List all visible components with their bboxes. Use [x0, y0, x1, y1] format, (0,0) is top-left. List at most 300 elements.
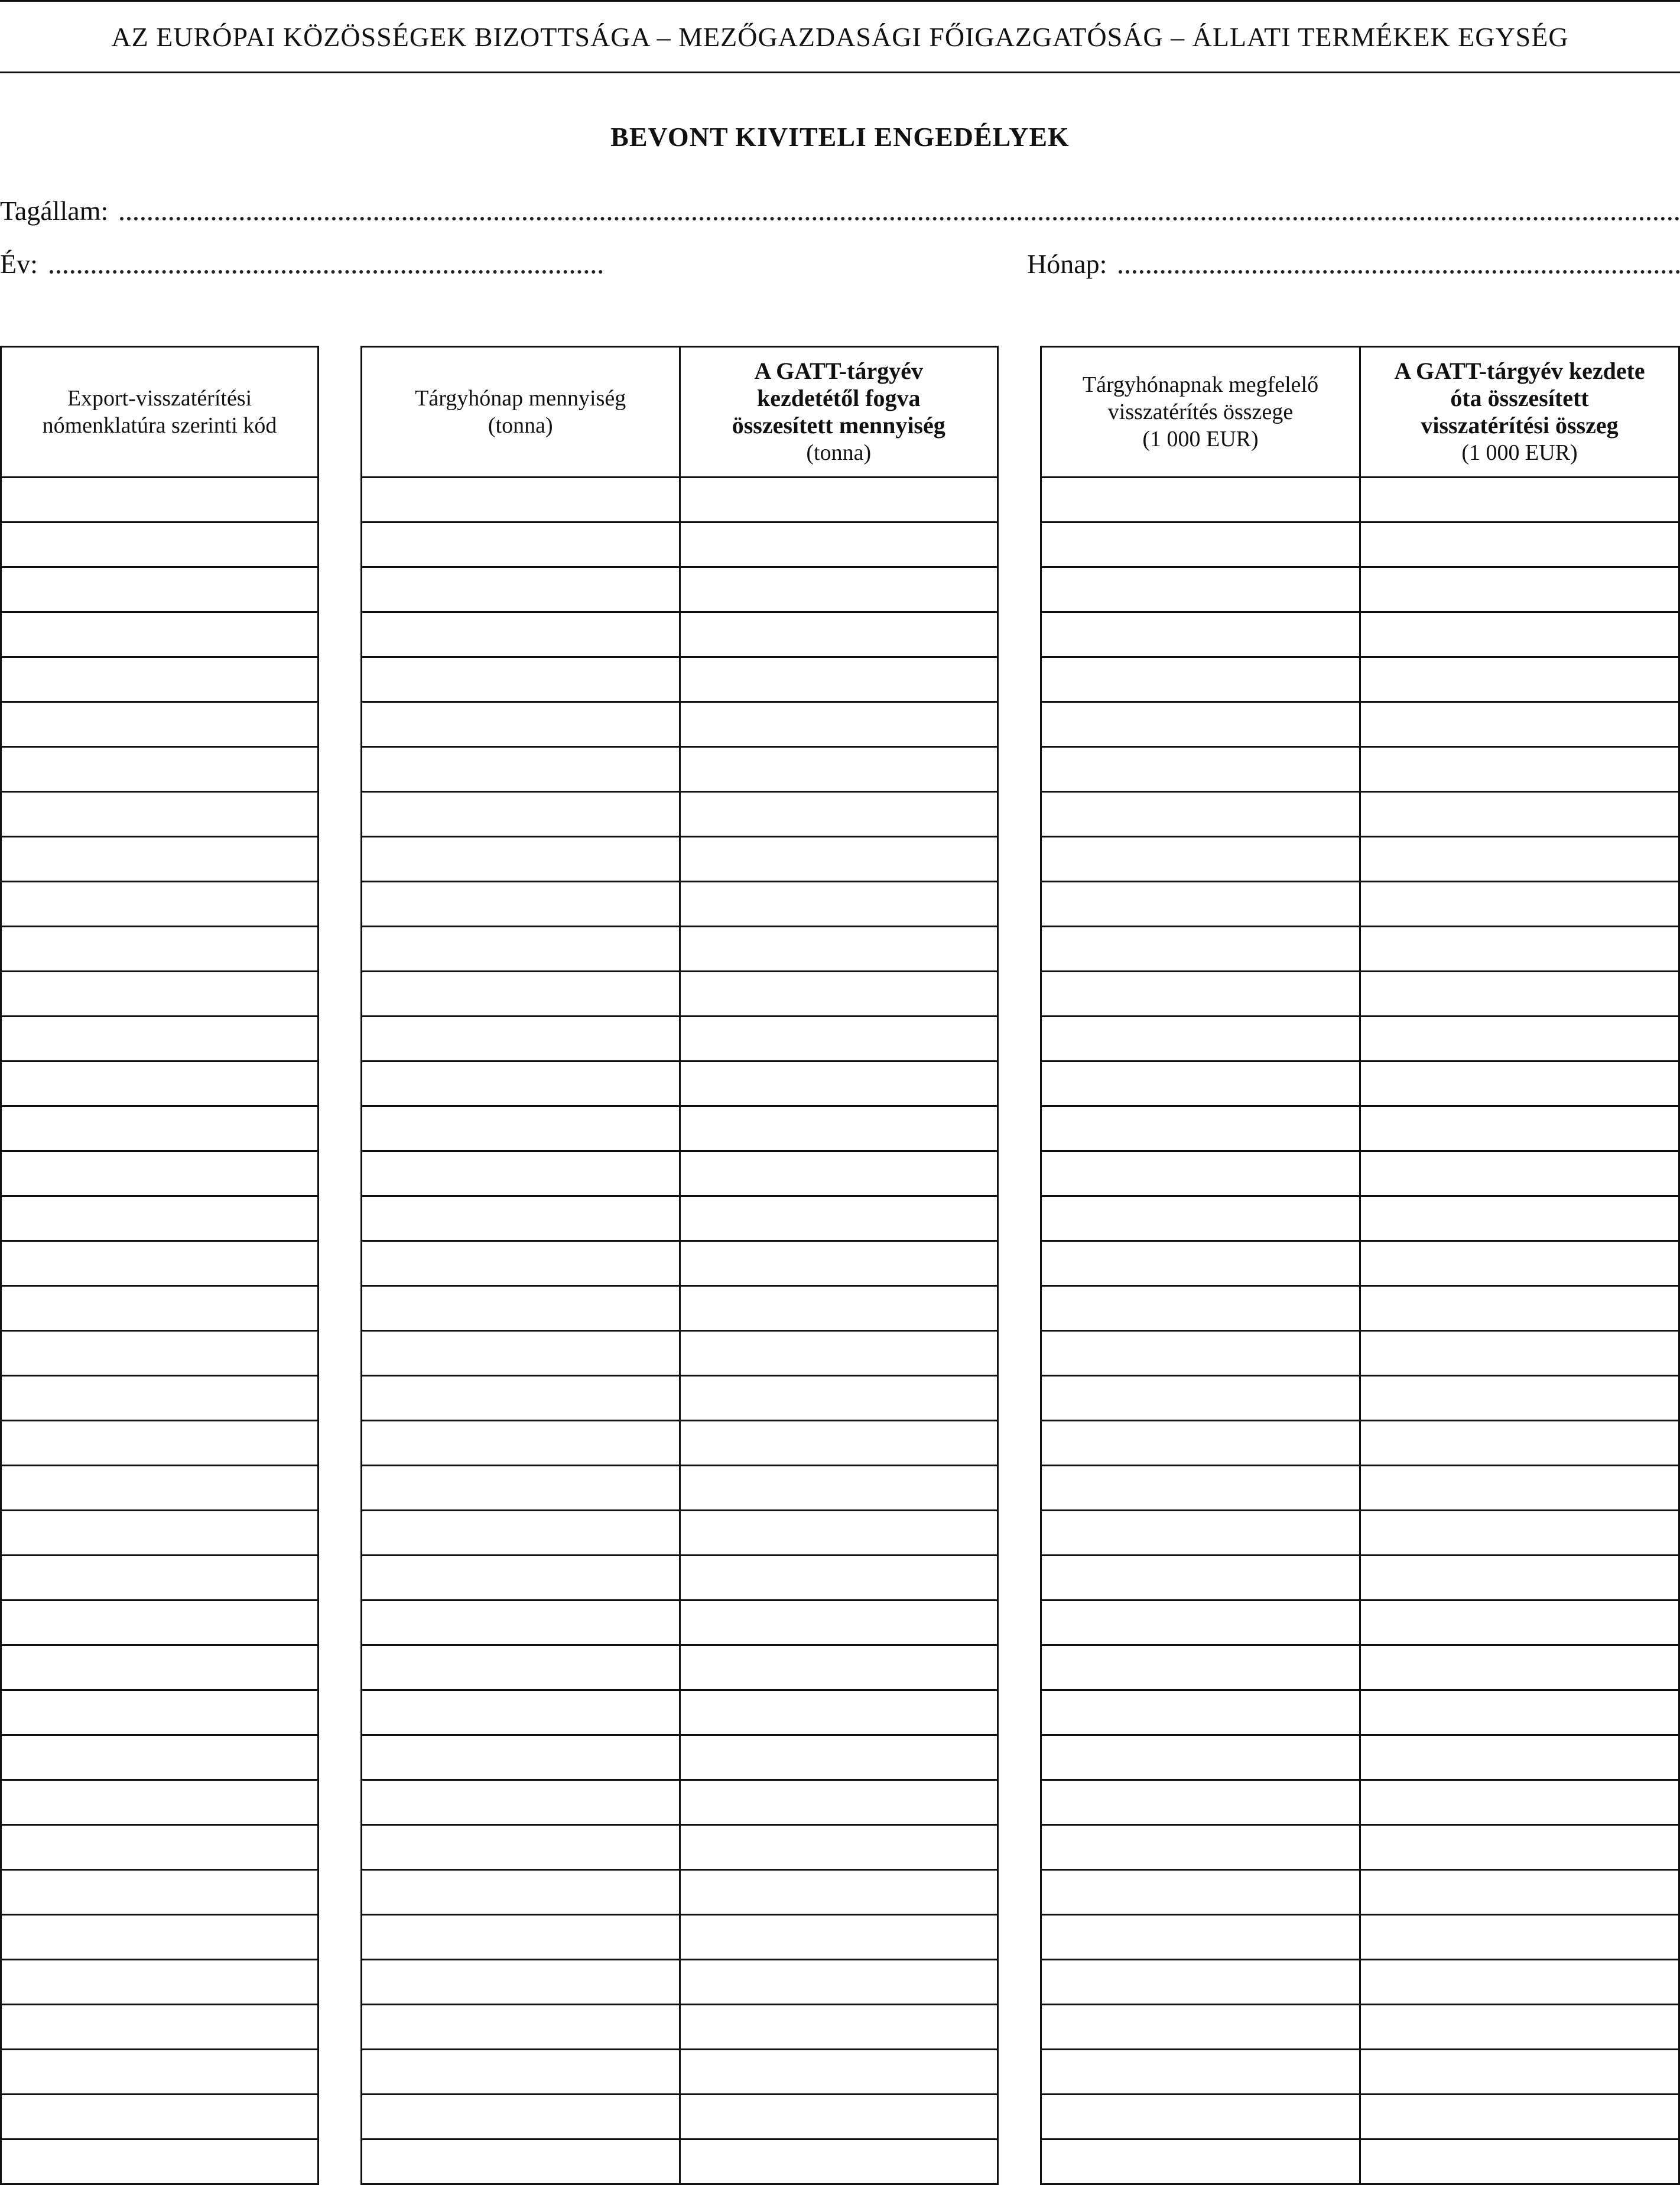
empty-cell[interactable] — [362, 1870, 680, 1915]
empty-cell[interactable] — [1, 1780, 319, 1825]
table-row — [1, 882, 319, 927]
empty-cell[interactable] — [1360, 972, 1679, 1017]
empty-cell[interactable] — [1, 972, 319, 1017]
table-row — [1041, 1421, 1679, 1466]
empty-cell[interactable] — [680, 1870, 998, 1915]
header-line: visszatérítési összeg — [1421, 412, 1619, 439]
honap-blank[interactable] — [1119, 270, 1680, 274]
table-row — [362, 1556, 998, 1600]
empty-cell[interactable] — [1041, 1106, 1360, 1151]
empty-cell[interactable] — [1, 792, 319, 837]
table-row — [1041, 1556, 1679, 1600]
ev-label: Év: — [0, 249, 38, 279]
empty-cell[interactable] — [1041, 972, 1360, 1017]
table-row — [1, 1780, 319, 1825]
empty-cell[interactable] — [1041, 1600, 1360, 1645]
empty-cell[interactable] — [1, 522, 319, 567]
table-row — [362, 1915, 998, 1960]
empty-cell[interactable] — [1, 1286, 319, 1331]
empty-cell[interactable] — [680, 1241, 998, 1286]
table-row — [1041, 567, 1679, 612]
empty-cell[interactable] — [1, 1466, 319, 1511]
header-line: (1 000 EUR) — [1142, 427, 1259, 452]
empty-cell[interactable] — [680, 1196, 998, 1241]
header-line: összesített mennyiség — [732, 412, 945, 439]
empty-cell[interactable] — [1, 1421, 319, 1466]
empty-cell[interactable] — [362, 972, 680, 1017]
empty-cell[interactable] — [680, 927, 998, 972]
empty-cell[interactable] — [1041, 1331, 1360, 1376]
table-row — [1041, 1331, 1679, 1376]
empty-cell[interactable] — [680, 1556, 998, 1600]
empty-cell[interactable] — [1360, 702, 1679, 747]
refund-body — [1041, 478, 1679, 2184]
commission-header — [0, 0, 1680, 73]
empty-cell[interactable] — [1041, 2139, 1360, 2184]
empty-cell[interactable] — [1, 1735, 319, 1780]
table-row — [362, 1151, 998, 1196]
empty-cell[interactable] — [1041, 1286, 1360, 1331]
empty-cell[interactable] — [680, 2139, 998, 2184]
table-row — [362, 702, 998, 747]
empty-cell[interactable] — [1, 612, 319, 657]
empty-cell[interactable] — [1, 1376, 319, 1421]
empty-cell[interactable] — [1041, 792, 1360, 837]
empty-cell[interactable] — [362, 1017, 680, 1061]
table-row — [362, 1017, 998, 1061]
empty-cell[interactable] — [1, 657, 319, 702]
table-row — [362, 2095, 998, 2139]
empty-cell[interactable] — [362, 2050, 680, 2095]
table-row — [1041, 2095, 1679, 2139]
empty-cell[interactable] — [1360, 1421, 1679, 1466]
empty-cell[interactable] — [362, 567, 680, 612]
table-row — [1, 1421, 319, 1466]
header-month-quantity — [362, 347, 680, 478]
empty-cell[interactable] — [680, 1960, 998, 2005]
table-row — [362, 1106, 998, 1151]
empty-cell[interactable] — [1041, 1241, 1360, 1286]
empty-cell[interactable] — [1360, 1061, 1679, 1106]
empty-cell[interactable] — [1360, 1780, 1679, 1825]
empty-cell[interactable] — [680, 2005, 998, 2050]
empty-cell[interactable] — [1, 2005, 319, 2050]
empty-cell[interactable] — [1, 1331, 319, 1376]
empty-cell[interactable] — [362, 1106, 680, 1151]
quantity-table — [360, 346, 999, 2126]
table-row — [1, 1870, 319, 1915]
table-row — [1041, 1196, 1679, 1241]
empty-cell[interactable] — [362, 1780, 680, 1825]
header-export-code — [1, 347, 319, 478]
empty-cell[interactable] — [1360, 1690, 1679, 1735]
table-row — [362, 972, 998, 1017]
empty-cell[interactable] — [1, 2050, 319, 2095]
empty-cell[interactable] — [1041, 567, 1360, 612]
empty-cell[interactable] — [1, 837, 319, 882]
empty-cell[interactable] — [1041, 1017, 1360, 1061]
empty-cell[interactable] — [362, 1151, 680, 1196]
table-row — [1041, 478, 1679, 522]
empty-cell[interactable] — [1, 1151, 319, 1196]
table-row — [1, 1690, 319, 1735]
empty-cell[interactable] — [362, 1825, 680, 1870]
empty-cell[interactable] — [1360, 522, 1679, 567]
table-row — [1041, 1017, 1679, 1061]
table-row — [362, 612, 998, 657]
empty-cell[interactable] — [1041, 1466, 1360, 1511]
table-row — [1041, 1376, 1679, 1421]
empty-cell[interactable] — [1, 2095, 319, 2139]
empty-cell[interactable] — [680, 1421, 998, 1466]
header-line: (tonna) — [806, 440, 872, 465]
document-title: BEVONT KIVITELI ENGEDÉLYEK — [610, 122, 1070, 152]
empty-cell[interactable] — [362, 1600, 680, 1645]
empty-cell[interactable] — [362, 2139, 680, 2184]
empty-cell[interactable] — [1041, 837, 1360, 882]
table-row — [362, 1960, 998, 2005]
empty-cell[interactable] — [1, 1870, 319, 1915]
empty-cell[interactable] — [1360, 1915, 1679, 1960]
empty-cell[interactable] — [1, 1061, 319, 1106]
table-row — [362, 2005, 998, 2050]
table-row — [1, 1061, 319, 1106]
table-row — [1041, 1780, 1679, 1825]
empty-cell[interactable] — [1360, 1151, 1679, 1196]
empty-cell[interactable] — [1360, 1825, 1679, 1870]
empty-cell[interactable] — [362, 522, 680, 567]
empty-cell[interactable] — [1, 1511, 319, 1556]
table-row — [1041, 747, 1679, 792]
table-row — [362, 1421, 998, 1466]
empty-cell[interactable] — [1041, 2095, 1360, 2139]
table-row — [362, 1331, 998, 1376]
table-row — [1, 2050, 319, 2095]
empty-cell[interactable] — [1360, 567, 1679, 612]
empty-cell[interactable] — [680, 522, 998, 567]
empty-cell[interactable] — [1360, 2095, 1679, 2139]
empty-cell[interactable] — [1041, 2005, 1360, 2050]
empty-cell[interactable] — [1041, 1061, 1360, 1106]
empty-cell[interactable] — [680, 1780, 998, 1825]
table-row — [1, 1151, 319, 1196]
empty-cell[interactable] — [1360, 1645, 1679, 1690]
header-line: Tárgyhónap mennyiség — [415, 386, 626, 411]
empty-cell[interactable] — [362, 2005, 680, 2050]
table-row — [362, 2139, 998, 2184]
table-row — [1, 1600, 319, 1645]
empty-cell[interactable] — [1360, 1466, 1679, 1511]
empty-cell[interactable] — [1, 702, 319, 747]
table-row — [1, 2095, 319, 2139]
table-row — [1, 702, 319, 747]
table-row — [362, 1061, 998, 1106]
empty-cell[interactable] — [1041, 702, 1360, 747]
empty-cell[interactable] — [1041, 657, 1360, 702]
empty-cell[interactable] — [1, 1600, 319, 1645]
empty-cell[interactable] — [680, 702, 998, 747]
refund-table — [1040, 346, 1680, 2126]
empty-cell[interactable] — [1, 567, 319, 612]
empty-cell[interactable] — [680, 1286, 998, 1331]
empty-cell[interactable] — [680, 478, 998, 522]
table-row — [362, 522, 998, 567]
empty-cell[interactable] — [1360, 927, 1679, 972]
table-row — [1, 837, 319, 882]
empty-cell[interactable] — [1041, 612, 1360, 657]
empty-cell[interactable] — [1041, 882, 1360, 927]
empty-cell[interactable] — [1041, 1690, 1360, 1735]
table-row — [362, 1690, 998, 1735]
empty-cell[interactable] — [1041, 1735, 1360, 1780]
table-row — [1, 1511, 319, 1556]
empty-cell[interactable] — [680, 792, 998, 837]
empty-cell[interactable] — [1360, 1511, 1679, 1556]
table-row — [1, 1196, 319, 1241]
empty-cell[interactable] — [1360, 1556, 1679, 1600]
table-row — [1041, 1600, 1679, 1645]
empty-cell[interactable] — [1360, 792, 1679, 837]
table-row — [1, 792, 319, 837]
empty-cell[interactable] — [1360, 657, 1679, 702]
empty-cell[interactable] — [1041, 1960, 1360, 2005]
empty-cell[interactable] — [1041, 1376, 1360, 1421]
empty-cell[interactable] — [680, 1151, 998, 1196]
table-row — [362, 567, 998, 612]
table-row — [362, 837, 998, 882]
table-row — [362, 1735, 998, 1780]
empty-cell[interactable] — [680, 837, 998, 882]
empty-cell[interactable] — [680, 2095, 998, 2139]
table-row — [1041, 1690, 1679, 1735]
empty-cell[interactable] — [1041, 1421, 1360, 1466]
table-row — [1, 2139, 319, 2184]
empty-cell[interactable] — [1041, 927, 1360, 972]
empty-cell[interactable] — [680, 972, 998, 1017]
empty-cell[interactable] — [680, 1017, 998, 1061]
empty-cell[interactable] — [362, 702, 680, 747]
table-row — [1041, 1915, 1679, 1960]
table-row — [1041, 2005, 1679, 2050]
empty-cell[interactable] — [1360, 1376, 1679, 1421]
table-row — [1, 1331, 319, 1376]
empty-cell[interactable] — [362, 1376, 680, 1421]
empty-cell[interactable] — [362, 927, 680, 972]
empty-cell[interactable] — [1360, 747, 1679, 792]
empty-cell[interactable] — [1360, 612, 1679, 657]
empty-cell[interactable] — [1041, 478, 1360, 522]
table-row — [1041, 1061, 1679, 1106]
tagallam-blank[interactable] — [120, 217, 1680, 220]
table-row — [1041, 2139, 1679, 2184]
empty-cell[interactable] — [362, 478, 680, 522]
empty-cell[interactable] — [1360, 837, 1679, 882]
header-line: A GATT-tárgyév kezdete — [1394, 358, 1645, 384]
empty-cell[interactable] — [1, 478, 319, 522]
empty-cell[interactable] — [362, 1061, 680, 1106]
empty-cell[interactable] — [680, 657, 998, 702]
tagallam-label: Tagállam: — [0, 196, 109, 226]
empty-cell[interactable] — [1360, 2139, 1679, 2184]
table-row — [362, 927, 998, 972]
empty-cell[interactable] — [680, 747, 998, 792]
empty-cell[interactable] — [362, 1735, 680, 1780]
table-row — [1041, 1870, 1679, 1915]
empty-cell[interactable] — [362, 1466, 680, 1511]
table-row — [1041, 972, 1679, 1017]
empty-cell[interactable] — [362, 747, 680, 792]
table-row — [1, 1825, 319, 1870]
empty-cell[interactable] — [680, 1061, 998, 1106]
empty-cell[interactable] — [1, 882, 319, 927]
table-row — [1, 927, 319, 972]
empty-cell[interactable] — [362, 2095, 680, 2139]
empty-cell[interactable] — [680, 567, 998, 612]
empty-cell[interactable] — [1041, 1915, 1360, 1960]
empty-cell[interactable] — [362, 1331, 680, 1376]
empty-cell[interactable] — [362, 657, 680, 702]
empty-cell[interactable] — [1360, 2005, 1679, 2050]
code-body — [1, 478, 319, 2184]
empty-cell[interactable] — [362, 1556, 680, 1600]
empty-cell[interactable] — [1041, 747, 1360, 792]
empty-cell[interactable] — [362, 1915, 680, 1960]
table-row — [362, 1196, 998, 1241]
empty-cell[interactable] — [362, 1960, 680, 2005]
table-row — [362, 1466, 998, 1511]
table-row — [362, 1645, 998, 1690]
empty-cell[interactable] — [362, 612, 680, 657]
table-row — [1041, 1735, 1679, 1780]
table-row — [1041, 1645, 1679, 1690]
table-row — [1, 1915, 319, 1960]
table-row — [1041, 1286, 1679, 1331]
empty-cell[interactable] — [680, 1106, 998, 1151]
table-row — [362, 657, 998, 702]
table-row — [1041, 522, 1679, 567]
header-line: A GATT-tárgyév — [754, 358, 924, 384]
empty-cell[interactable] — [362, 1286, 680, 1331]
empty-cell[interactable] — [362, 1511, 680, 1556]
empty-cell[interactable] — [1, 2139, 319, 2184]
empty-cell[interactable] — [362, 882, 680, 927]
empty-cell[interactable] — [680, 1331, 998, 1376]
empty-cell[interactable] — [1041, 1511, 1360, 1556]
table-row — [1, 1735, 319, 1780]
empty-cell[interactable] — [680, 1466, 998, 1511]
table-row — [1, 478, 319, 522]
empty-cell[interactable] — [362, 1690, 680, 1735]
empty-cell[interactable] — [680, 1600, 998, 1645]
empty-cell[interactable] — [1, 1556, 319, 1600]
ev-blank[interactable] — [50, 270, 603, 274]
empty-cell[interactable] — [362, 1421, 680, 1466]
header-line: visszatérítés összege — [1107, 400, 1294, 424]
empty-cell[interactable] — [1360, 478, 1679, 522]
empty-cell[interactable] — [1360, 1286, 1679, 1331]
table-row — [1, 1645, 319, 1690]
empty-cell[interactable] — [1360, 1735, 1679, 1780]
table-row — [1, 1556, 319, 1600]
empty-cell[interactable] — [680, 1511, 998, 1556]
table-row — [1041, 702, 1679, 747]
empty-cell[interactable] — [1, 747, 319, 792]
empty-cell[interactable] — [362, 1241, 680, 1286]
empty-cell[interactable] — [1041, 1151, 1360, 1196]
empty-cell[interactable] — [362, 1196, 680, 1241]
empty-cell[interactable] — [1360, 1870, 1679, 1915]
empty-cell[interactable] — [1041, 2050, 1360, 2095]
empty-cell[interactable] — [1360, 1017, 1679, 1061]
empty-cell[interactable] — [680, 1690, 998, 1735]
header-line: Tárgyhónapnak megfelelő — [1082, 372, 1319, 397]
table-row — [1041, 2050, 1679, 2095]
empty-cell[interactable] — [680, 2050, 998, 2095]
table-row — [362, 478, 998, 522]
empty-cell[interactable] — [1360, 1600, 1679, 1645]
empty-cell[interactable] — [1360, 1106, 1679, 1151]
table-row — [1, 612, 319, 657]
table-row — [1, 1286, 319, 1331]
empty-cell[interactable] — [1041, 1196, 1360, 1241]
empty-cell[interactable] — [1, 1241, 319, 1286]
header-text: AZ EURÓPAI KÖZÖSSÉGEK BIZOTTSÁGA – MEZŐGAZDASÁGI FŐIGAZGATÓSÁG – ÁLLATI TERMÉKEK EGYSÉG — [111, 21, 1569, 52]
empty-cell[interactable] — [1041, 522, 1360, 567]
empty-cell[interactable] — [362, 792, 680, 837]
empty-cell[interactable] — [362, 837, 680, 882]
empty-cell[interactable] — [1041, 1645, 1360, 1690]
table-row — [1, 1241, 319, 1286]
empty-cell[interactable] — [1, 1196, 319, 1241]
empty-cell[interactable] — [680, 1376, 998, 1421]
table-row — [1, 2005, 319, 2050]
empty-cell[interactable] — [680, 1825, 998, 1870]
empty-cell[interactable] — [680, 882, 998, 927]
empty-cell[interactable] — [680, 1735, 998, 1780]
empty-cell[interactable] — [1041, 1556, 1360, 1600]
empty-cell[interactable] — [1360, 1196, 1679, 1241]
empty-cell[interactable] — [1041, 1870, 1360, 1915]
empty-cell[interactable] — [680, 612, 998, 657]
table-row — [362, 1241, 998, 1286]
empty-cell[interactable] — [680, 1645, 998, 1690]
empty-cell[interactable] — [1360, 2050, 1679, 2095]
empty-cell[interactable] — [1, 1017, 319, 1061]
empty-cell[interactable] — [680, 1915, 998, 1960]
empty-cell[interactable] — [1041, 1825, 1360, 1870]
empty-cell[interactable] — [1, 1106, 319, 1151]
empty-cell[interactable] — [1041, 1780, 1360, 1825]
empty-cell[interactable] — [1, 1645, 319, 1690]
empty-cell[interactable] — [1, 1915, 319, 1960]
empty-cell[interactable] — [1360, 882, 1679, 927]
empty-cell[interactable] — [1, 927, 319, 972]
empty-cell[interactable] — [1360, 1960, 1679, 2005]
table-row — [1041, 792, 1679, 837]
empty-cell[interactable] — [1360, 1241, 1679, 1286]
empty-cell[interactable] — [1, 1960, 319, 2005]
empty-cell[interactable] — [1, 1825, 319, 1870]
empty-cell[interactable] — [1360, 1331, 1679, 1376]
empty-cell[interactable] — [1, 1690, 319, 1735]
table-row — [362, 1600, 998, 1645]
table-row — [362, 1376, 998, 1421]
code-grid — [0, 346, 319, 2185]
table-row — [1, 522, 319, 567]
tagallam-field — [0, 195, 1680, 226]
empty-cell[interactable] — [362, 1645, 680, 1690]
header-line: (1 000 EUR) — [1461, 440, 1578, 465]
